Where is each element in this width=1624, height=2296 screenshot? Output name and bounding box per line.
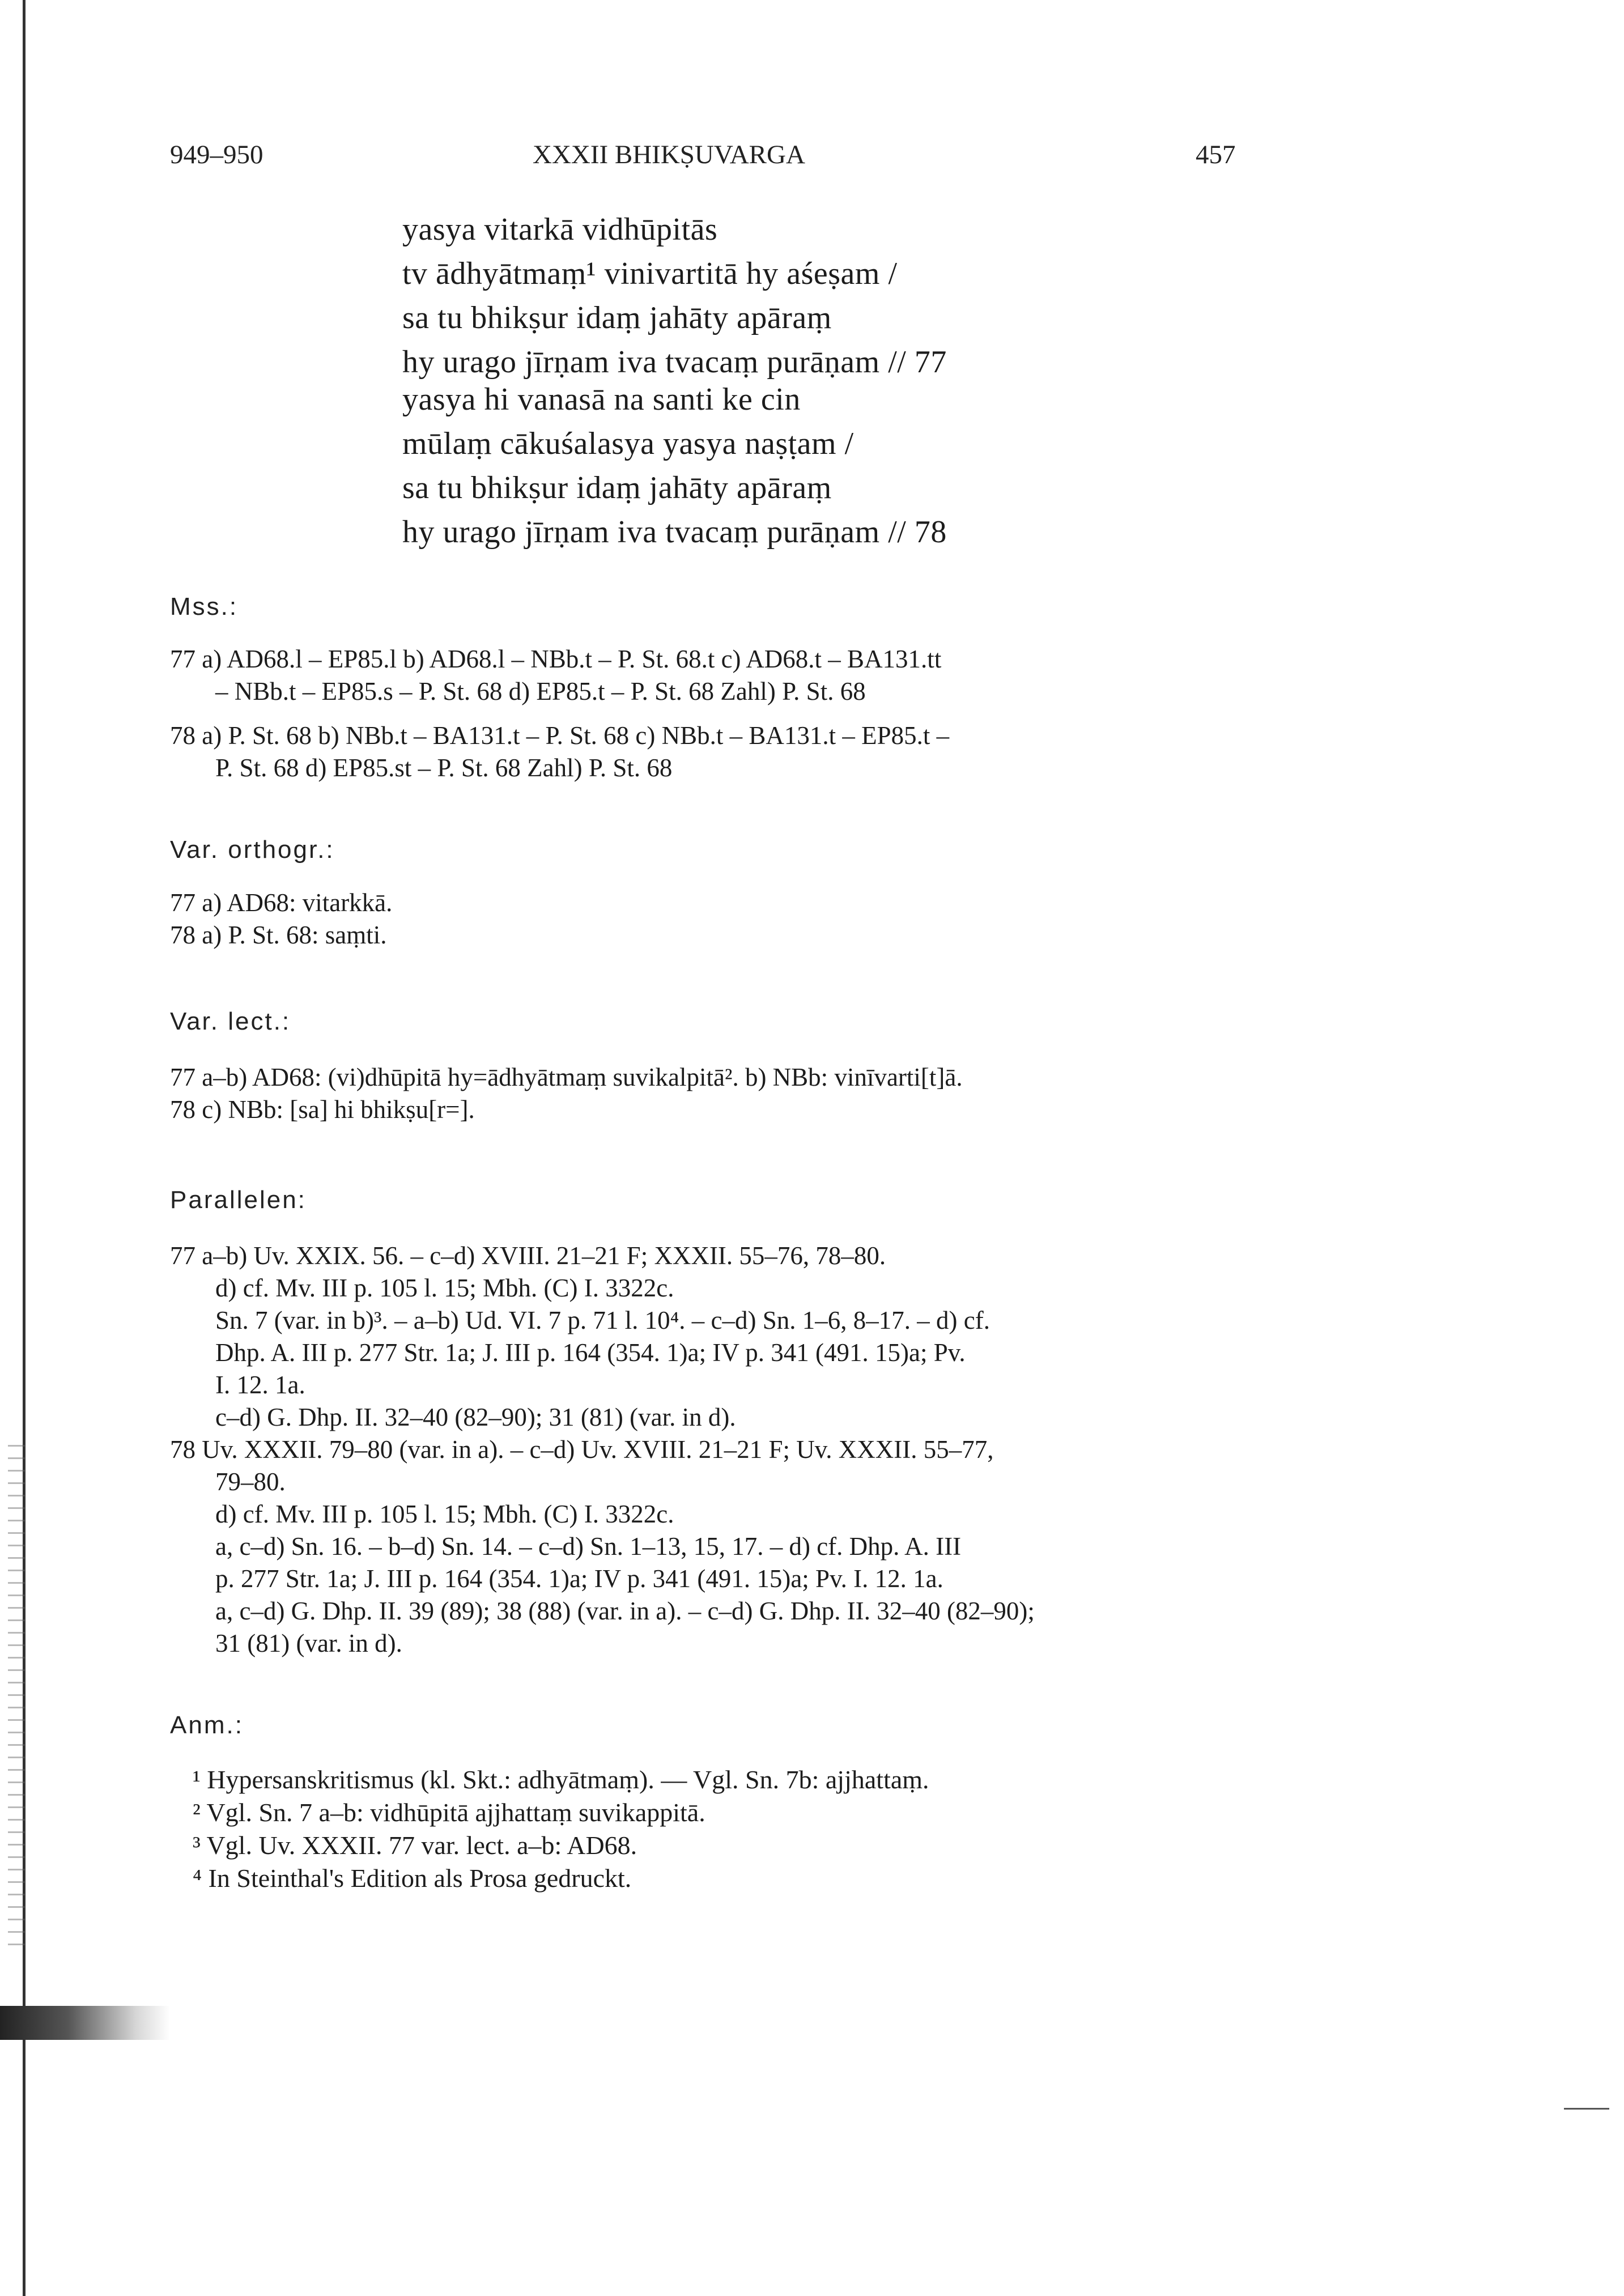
mss-entry-77 (170, 643, 1247, 708)
verse-line: hy urago jīrṇam iva tvacaṃ purāṇam // 78 (402, 515, 947, 550)
var-lect-list (170, 1061, 1247, 1126)
header-chapter-title: XXXII BHIKṢUVARGA (533, 140, 805, 169)
margin-mark (1564, 2108, 1609, 2110)
verse-line: yasya vitarkā vidhūpitās (402, 212, 718, 247)
verse-line: yasya hi vanasā na santi ke cin (402, 382, 801, 417)
var-orthogr-heading: Var. orthogr.: (170, 836, 335, 864)
parallelen-entry-77 (170, 1240, 1247, 1434)
mss-line: – NBb.t – EP85.s – P. St. 68 d) EP85.t – P. St. 68 Zahl) P. St. 68 (215, 677, 866, 705)
parallelen-line: 77 a–b) Uv. XXIX. 56. – c–d) XVIII. 21–21 F; XXXII. 55–76, 78–80. (170, 1241, 886, 1270)
footnote-1: ¹ Hypersanskritismus (kl. Skt.: adhyātmaṃ). — Vgl. Sn. 7b: ajjhattaṃ. (193, 1765, 929, 1794)
mss-entry-78 (170, 720, 1247, 784)
anm-notes (193, 1763, 929, 1895)
anm-heading: Anm.: (170, 1711, 244, 1739)
footnote-3: ³ Vgl. Uv. XXXII. 77 var. lect. a–b: AD68. (193, 1831, 637, 1860)
parallelen-line: c–d) G. Dhp. II. 32–40 (82–90); 31 (81) (var. in d). (215, 1403, 736, 1431)
scan-smudge (0, 2006, 170, 2040)
var-orthogr-line: 77 a) AD68: vitarkkā. (170, 888, 393, 917)
running-header (170, 139, 1235, 179)
mss-heading: Mss.: (170, 593, 239, 620)
mss-line: 77 a) AD68.l – EP85.l b) AD68.l – NBb.t – P. St. 68.t c) AD68.t – BA131.tt (170, 645, 942, 673)
header-page-range: 949–950 (170, 140, 263, 169)
parallelen-heading: Parallelen: (170, 1186, 307, 1214)
header-page-number: 457 (1196, 140, 1236, 169)
page-binding-edge (0, 0, 27, 2296)
verse-78 (402, 377, 947, 554)
parallelen-line: Sn. 7 (var. in b)³. – a–b) Ud. VI. 7 p. 71 l. 10⁴. – c–d) Sn. 1–6, 8–17. – d) cf. (215, 1306, 990, 1334)
footnote-2: ² Vgl. Sn. 7 a–b: vidhūpitā ajjhattaṃ suvikappitā. (193, 1798, 705, 1827)
var-lect-line: 78 c) NBb: [sa] hi bhikṣu[r=]. (170, 1095, 475, 1124)
var-orthogr-list (170, 887, 1247, 951)
var-lect-line: 77 a–b) AD68: (vi)dhūpitā hy=ādhyātmaṃ suvikalpitā². b) NBb: vinīvarti[t]ā. (170, 1063, 963, 1091)
verse-line: hy urago jīrṇam iva tvacaṃ purāṇam // 77 (402, 345, 947, 380)
footnote-4: ⁴ In Steinthal's Edition als Prosa gedruckt. (193, 1864, 632, 1893)
parallelen-entry-78 (170, 1434, 1247, 1660)
parallelen-line: d) cf. Mv. III p. 105 l. 15; Mbh. (C) I. 3322c. (215, 1500, 674, 1528)
mss-line: 78 a) P. St. 68 b) NBb.t – BA131.t – P. St. 68 c) NBb.t – BA131.t – EP85.t – (170, 721, 950, 750)
var-lect-heading: Var. lect.: (170, 1007, 291, 1035)
verse-line: mūlaṃ cākuśalasya yasya naṣṭam / (402, 426, 854, 461)
parallelen-line: 78 Uv. XXXII. 79–80 (var. in a). – c–d) Uv. XVIII. 21–21 F; Uv. XXXII. 55–77, (170, 1435, 994, 1464)
var-orthogr-line: 78 a) P. St. 68: saṃti. (170, 921, 387, 949)
mss-line: P. St. 68 d) EP85.st – P. St. 68 Zahl) P. St. 68 (215, 754, 673, 782)
parallelen-line: d) cf. Mv. III p. 105 l. 15; Mbh. (C) I. 3322c. (215, 1274, 674, 1302)
parallelen-line: I. 12. 1a. (215, 1371, 305, 1399)
parallelen-line: 79–80. (215, 1468, 286, 1496)
parallelen-line: p. 277 Str. 1a; J. III p. 164 (354. 1)a; IV p. 341 (491. 15)a; Pv. I. 12. 1a. (215, 1564, 943, 1593)
parallelen-line: a, c–d) Sn. 16. – b–d) Sn. 14. – c–d) Sn. 1–13, 15, 17. – d) cf. Dhp. A. III (215, 1532, 962, 1561)
verse-77 (402, 207, 947, 384)
parallelen-line: Dhp. A. III p. 277 Str. 1a; J. III p. 164 (354. 1)a; IV p. 341 (491. 15)a; Pv. (215, 1338, 966, 1367)
verse-line: sa tu bhikṣur idaṃ jahāty apāraṃ (402, 300, 832, 335)
verse-line: sa tu bhikṣur idaṃ jahāty apāraṃ (402, 470, 832, 505)
verse-line: tv ādhyātmaṃ¹ vinivartitā hy aśeṣam / (402, 256, 898, 291)
parallelen-line: 31 (81) (var. in d). (215, 1629, 402, 1657)
parallelen-line: a, c–d) G. Dhp. II. 39 (89); 38 (88) (var. in a). – c–d) G. Dhp. II. 32–40 (82–90); (215, 1597, 1035, 1625)
